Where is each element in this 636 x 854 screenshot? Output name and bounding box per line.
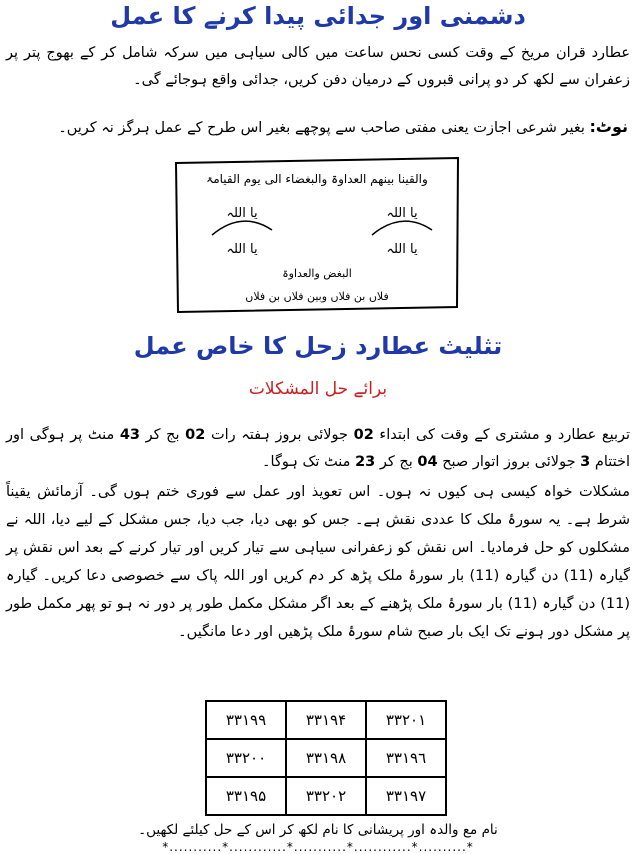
- timing-hour-end: 04: [417, 454, 438, 470]
- naqsh-cell: ۳۳۱۹۷: [366, 777, 446, 815]
- timing-minute-start: 43: [119, 427, 141, 443]
- amulet-name4: یا اللہ: [386, 242, 418, 257]
- amulet-name2: یا اللہ: [386, 206, 418, 221]
- timing-date-end: 3: [580, 454, 591, 470]
- timing-paragraph: [6, 422, 630, 476]
- section1-title: دشمنی اور جدائی پیدا کرنے کا عمل: [110, 2, 526, 30]
- naqsh-cell: ۳۳۲۰۱: [366, 701, 446, 739]
- note-text: بغیر شرعی اجازت یعنی مفتی صاحب سے پوچھے بغیر اس طرح کے عمل ہرگز نہ کریں۔: [58, 120, 585, 136]
- timing-text-g: منٹ تک ہوگا۔: [262, 454, 351, 470]
- naqsh-cell: ۳۳۱۹۵: [206, 777, 286, 815]
- naqsh-cell: ۳۳۱۹۴: [286, 701, 366, 739]
- naqsh-row: [206, 777, 446, 815]
- timing-text-c: بج کر: [145, 427, 180, 443]
- footer-stars: *...........*............*...........*............*..........*: [162, 840, 474, 854]
- amulet-drawing: [172, 155, 462, 315]
- timing-text-d: منٹ پر ہوگی اور اختتام: [6, 427, 630, 470]
- naqsh-cell: ۳۳۲۰۰: [206, 739, 286, 777]
- timing-date-start: 02: [353, 427, 374, 443]
- method-paragraph: مشکلات خواہ کیسی ہی کیوں نہ ہوں۔ اس تعویذ اور عمل سے فوری ختم ہوں گی۔ آزمائش یقیناً شرط ہے۔ یہ سورۂ ملک کا عددی نقش ہے۔ جس کو بھی دیا، جب دیا، جس مشکل کے لیے دیا، اللہ نے مشکلوں کو حل فرمادیا۔ اس نقش کو زعفرانی سیاہی سے تیار کریں اور تیار کرنے کے بعد اس نقش پر گیارہ (11) دن گیارہ (11) بار سورۂ ملک پڑھ کر دم کریں اور اللہ پاک سے خصوصی دعا کریں۔ گیارہ (11) دن گیارہ (11) بار سورۂ ملک پڑھنے کے بعد اگر مشکل مکمل طور پر دور نہ ہو تو پھر مکمل طور پر مشکل دور ہونے تک ایک بار صبح شام سورۂ ملک پڑھیں اور دعا مانگیں۔: [6, 484, 630, 640]
- naqsh-caption: نام مع والدہ اور پریشانی کا نام لکھ کر اس کے حل کیلئے لکھیں۔: [138, 822, 498, 838]
- amulet-line3: البغض والعداوۃ: [282, 267, 352, 280]
- note-label: نوٹ:: [589, 117, 628, 136]
- naqsh-cell: ۳۳۱۹۸: [286, 739, 366, 777]
- naqsh-cell: ۳۳۱۹۹: [206, 701, 286, 739]
- naqsh-grid: [205, 700, 447, 816]
- timing-hour-start: 02: [185, 427, 206, 443]
- naqsh-cell: ۳۳۲۰۲: [286, 777, 366, 815]
- amulet-name3: یا اللہ: [226, 242, 258, 257]
- note-line: [8, 117, 628, 136]
- amulet-name1: یا اللہ: [226, 206, 258, 221]
- section2-title: تثلیث عطارد زحل کا خاص عمل: [133, 332, 503, 360]
- naqsh-cell: ۳۳۱۹٦: [366, 739, 446, 777]
- section2-subtitle: برائے حل المشکلات: [248, 379, 388, 399]
- timing-text-a: تربیع عطارد و مشتری کے وقت کی ابتداء: [379, 427, 631, 443]
- naqsh-row: [206, 701, 446, 739]
- timing-text-e: جولائی بروز اتوار صبح: [442, 454, 576, 470]
- timing-text-f: بج کر: [379, 454, 413, 470]
- amulet-line1: والقینا بینھم العداوۃ والبغضاء الی یوم القیامۃ: [206, 172, 428, 186]
- amulet-line4: فلاں بن فلاں وبین فلاں بن فلاں: [245, 290, 389, 303]
- section1-paragraph: عطارد قران مریخ کے وقت کسی نحس ساعت میں کالی سیاہی میں سرکہ شامل کر کے بھوج پتر پر زعفران سے لکھ کر دو پرانی قبروں کے درمیان دفن کریں، جدائی واقع ہوجائے گی۔: [6, 45, 630, 88]
- naqsh-row: [206, 739, 446, 777]
- timing-text-b: جولائی بروز ہفتہ رات: [210, 427, 348, 443]
- timing-minute-end: 23: [355, 454, 376, 470]
